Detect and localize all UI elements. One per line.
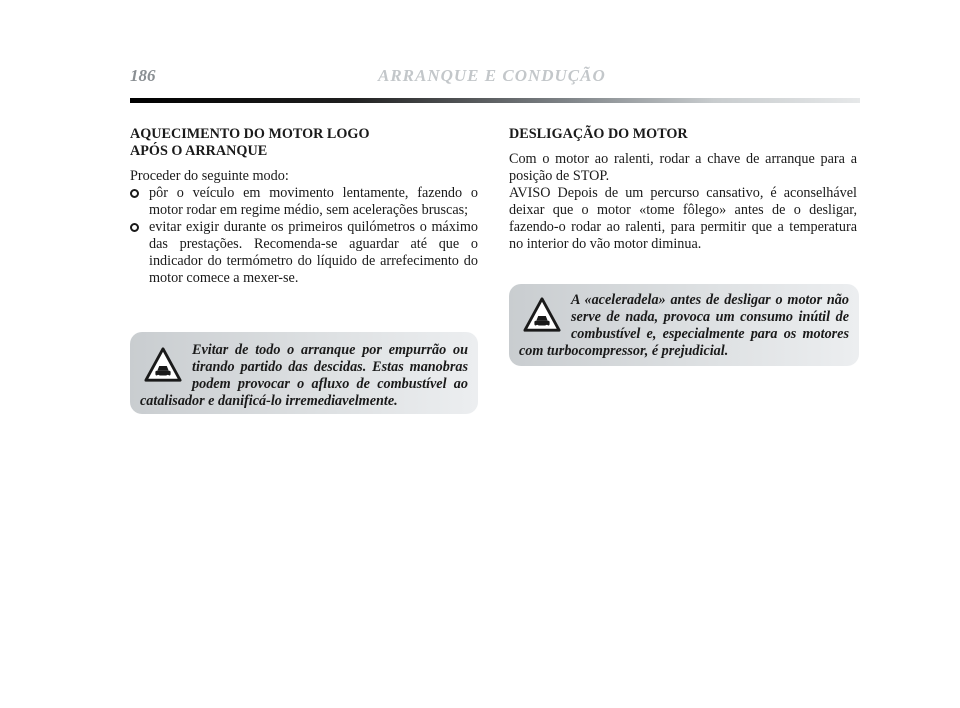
- list-item: [130, 219, 478, 287]
- list-item: [130, 185, 478, 219]
- procedure-list: [130, 185, 478, 287]
- bullet-circle-icon: [130, 223, 139, 232]
- warning-triangle-car-icon: [523, 296, 561, 334]
- heading-line-1: AQUECIMENTO DO MOTOR LOGO: [130, 126, 370, 142]
- warning-box-revving: [509, 284, 859, 366]
- section-title: ARRANQUE E CONDUÇÃO: [378, 66, 606, 85]
- page-number: 186: [130, 66, 156, 85]
- warning-text: Evitar de todo o arranque por empurrão ou tirando partido das descidas. Estas manobras podem provocar o afluxo de combustível ao catalisador e danificá-lo irremediavelmente.: [140, 342, 468, 409]
- left-column: [130, 126, 478, 287]
- bullet-circle-icon: [130, 189, 139, 198]
- section-heading-warmup: [130, 126, 478, 160]
- heading-line-2: APÓS O ARRANQUE: [130, 143, 268, 159]
- right-column: [509, 126, 857, 253]
- paragraph: Com o motor ao ralenti, rodar a chave de arranque para a posição de STOP.: [509, 151, 857, 184]
- warning-text: A «aceleradela» antes de desligar o motor não serve de nada, provoca um consumo inútil de combustível e, especialmente para os motores com turbocompressor, é prejudicial.: [519, 292, 849, 359]
- warning-box-push-start: [130, 332, 478, 414]
- list-item-text: evitar exigir durante os primeiros quilómetros o máximo das prestações. Recomenda-se aguardar até que o indicador do termómetro do líquido de arrefecimento do motor comece a mexer-se.: [149, 219, 478, 286]
- intro-text: Proceder do seguinte modo:: [130, 168, 289, 184]
- header-rule: [130, 98, 860, 103]
- warning-triangle-car-icon: [144, 346, 182, 384]
- paragraph-notice: AVISO Depois de um percurso cansativo, é aconselhável deixar que o motor «tome fôlego» antes de o desligar, fazendo-o rodar ao ralenti, para permitir que a temperatura no interior do vão motor diminua.: [509, 185, 857, 252]
- section-heading-shutdown: DESLIGAÇÃO DO MOTOR: [509, 126, 688, 142]
- list-item-text: pôr o veículo em movimento lentamente, fazendo o motor rodar em regime médio, sem acelerações bruscas;: [149, 185, 478, 218]
